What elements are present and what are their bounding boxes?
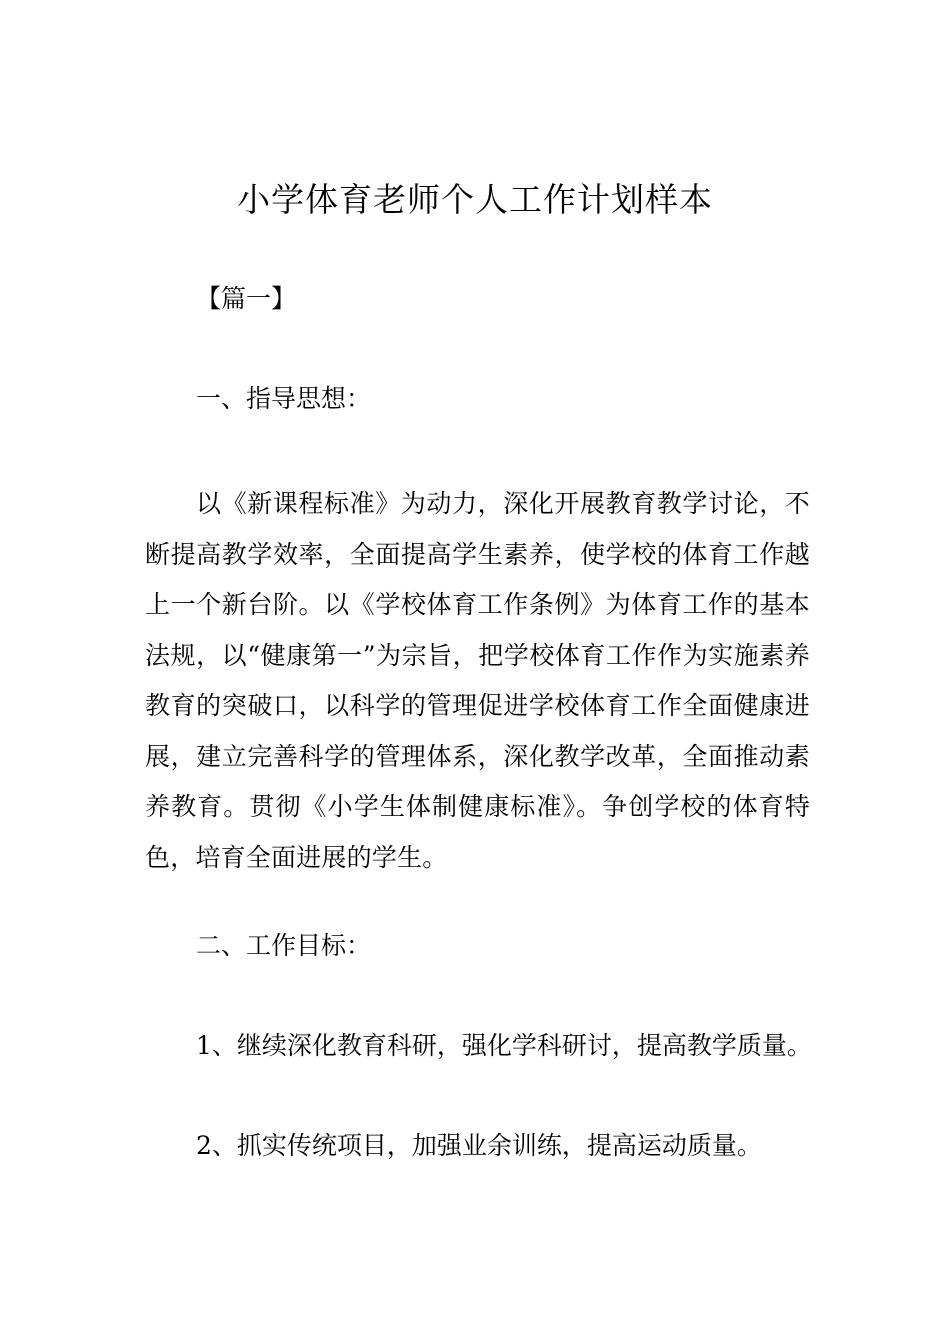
section-heading-work-goals: 二、工作目标：	[196, 931, 372, 960]
guiding-thought-paragraph: 以《新课程标准》为动力，深化开展教育教学讨论，不断提高教学效率，全面提高学生素养，使学校的体育工作越上一个新台阶。以《学校体育工作条例》为体育工作的基本法规，以“健康第一”为宗旨，把学校体育工作作为实施素养教育的突破口，以科学的管理促进学校体育工作全面健康进展，建立完善科学的管理体系，深化教学改革，全面推动素养教育。贯彻《小学生体制健康标准》。争创学校的体育特色，培育全面进展的学生。	[145, 489, 810, 872]
goal-item-2: 2、抓实传统项目，加强业余训练，提高运动质量。	[196, 1131, 762, 1160]
section-heading-guiding-thought: 一、指导思想：	[196, 384, 372, 413]
part-label: 【篇一】	[196, 284, 297, 313]
goal-item-1: 1、继续深化教育科研，强化学科研讨，提高教学质量。	[196, 1031, 812, 1060]
document-title: 小学体育老师个人工作计划样本	[237, 180, 713, 219]
